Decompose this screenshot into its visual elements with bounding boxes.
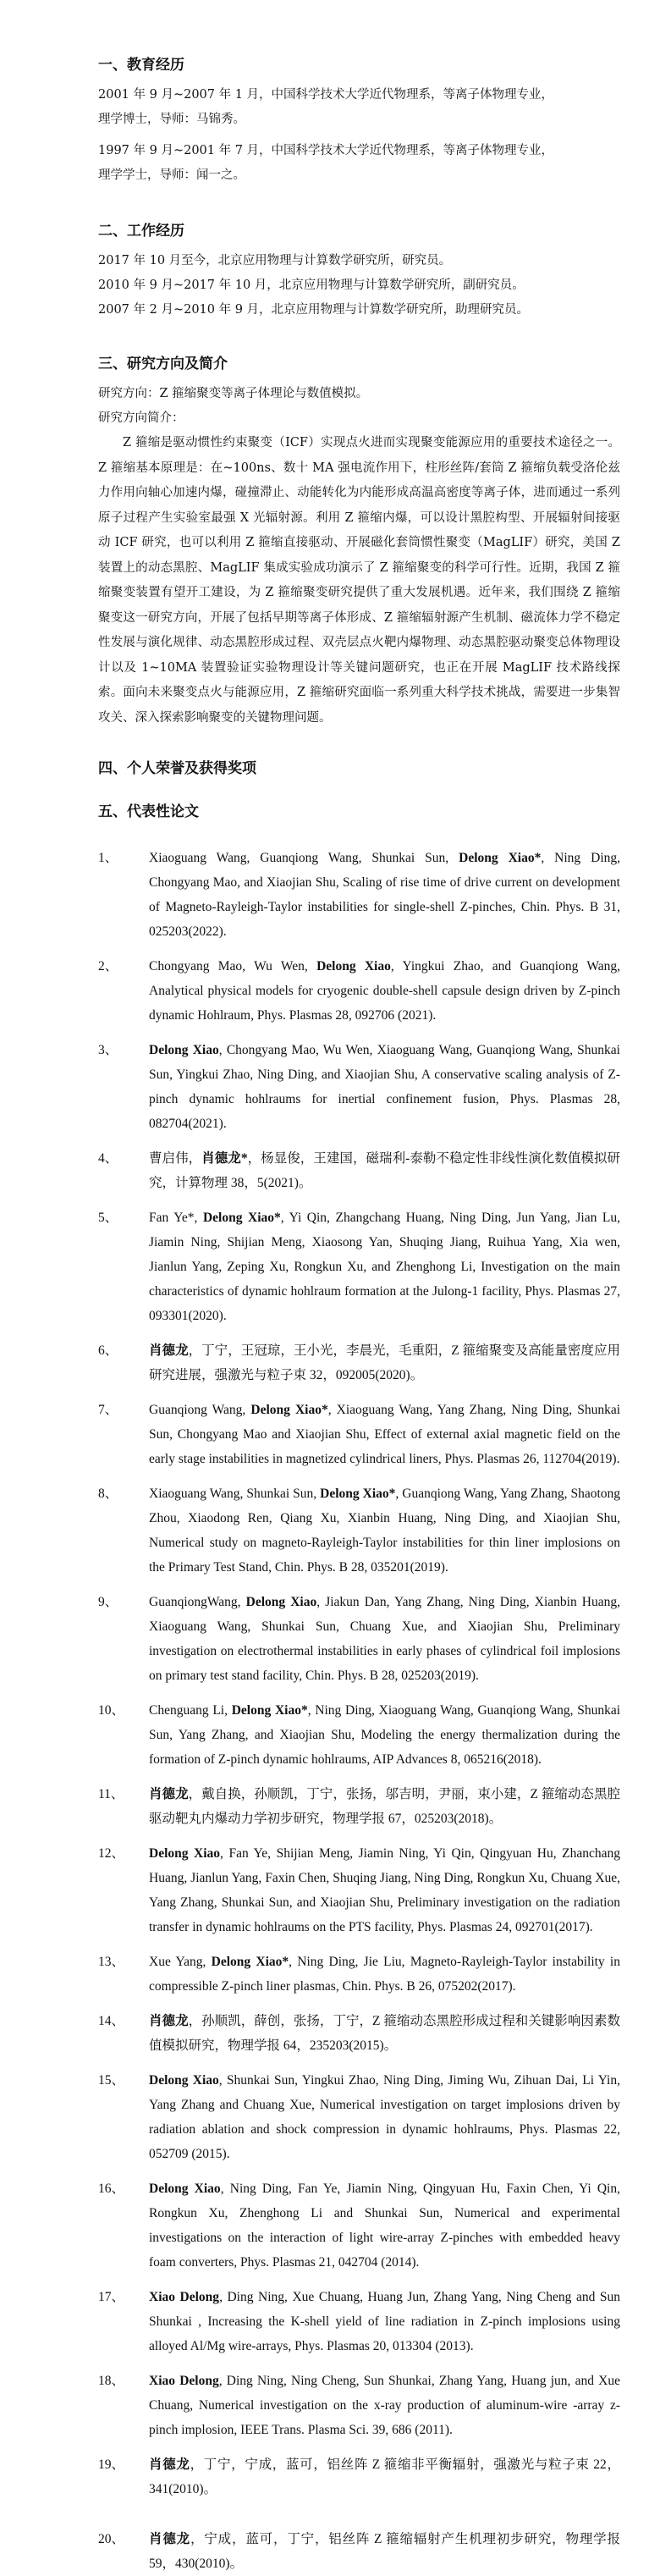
education-item-line: 2001 年 9 月~2007 年 1 月，中国科学技术大学近代物理系，等离子体物理专业，: [98, 88, 554, 102]
education-item-line: 理学博士，导师：马锦秀。: [98, 113, 245, 126]
paper-author-highlight: Delong Xiao*: [459, 851, 542, 865]
honors-section: [98, 756, 620, 777]
paper-citation: [149, 1338, 620, 1387]
paper-citation: [149, 2285, 620, 2358]
honors-heading: 四、个人荣誉及获得奖项: [98, 760, 256, 777]
paper-citation: [149, 1950, 620, 1999]
paper-authors-before: GuanqiongWang,: [149, 1595, 246, 1609]
paper-author-highlight: 肖德龙*: [201, 1151, 248, 1166]
paper-citation: [149, 1205, 620, 1328]
paper-number: 11、: [98, 1787, 124, 1801]
paper-authors-before: Chongyang Mao, Wu Wen,: [149, 959, 317, 974]
paper-number: 13、: [98, 1955, 125, 1969]
paper-authors-before: Guanqiong Wang,: [149, 1403, 251, 1417]
paper-item: [98, 1698, 620, 1772]
paper-citation-rest: , Ning Ding, Jie Liu, Magneto-Rayleigh-Taylor instability in compressible Z-pinch liner plasmas, Chin. Phys. B 26, 075202(2017).: [149, 1955, 620, 1994]
research-intro-label: 研究方向简介：: [98, 411, 184, 425]
paper-list: [98, 846, 620, 2576]
paper-number: 9、: [98, 1595, 118, 1609]
paper-item: [98, 2452, 620, 2502]
paper-author-highlight: Delong Xiao*: [320, 1487, 396, 1501]
paper-item: [98, 1782, 620, 1831]
work-item: 2010 年 9 月~2017 年 10 月，北京应用物理与计算数学研究所，副研究员。: [98, 279, 525, 292]
paper-author-highlight: 肖德龙: [149, 1787, 189, 1801]
paper-number: 15、: [98, 2073, 125, 2088]
paper-citation: [149, 1841, 620, 1939]
paper-authors-before: Xiaoguang Wang, Shunkai Sun,: [149, 1487, 321, 1501]
paper-author-highlight: 肖德龙: [149, 2014, 189, 2028]
education-item: [98, 139, 620, 188]
paper-author-highlight: Delong Xiao: [149, 1043, 219, 1057]
work-item: 2017 年 10 月至今，北京应用物理与计算数学研究所，研究员。: [98, 254, 452, 268]
papers-heading: 五、代表性论文: [98, 803, 199, 820]
paper-item: [98, 1590, 620, 1688]
paper-item: [98, 2009, 620, 2058]
paper-number: 12、: [98, 1846, 125, 1861]
paper-number: 19、: [98, 2457, 125, 2472]
paper-citation-rest: , Xiaoguang Wang, Yang Zhang, Ning Ding, Shunkai Sun, Chongyang Mao and Xiaojian Shu, Effect of external axial magnetic field on the early stage instabilities in magnetized cylindrical liners, Phys. Plasmas 26, 112704(2019).: [149, 1403, 620, 1466]
paper-item: [98, 2285, 620, 2358]
paper-number: 8、: [98, 1487, 118, 1501]
paper-author-highlight: Delong Xiao: [316, 959, 391, 974]
paper-author-highlight: Xiao Delong: [149, 2290, 220, 2304]
paper-author-highlight: Xiao Delong: [149, 2374, 219, 2388]
paper-author-highlight: Delong Xiao: [245, 1595, 317, 1609]
paper-number: 16、: [98, 2182, 125, 2196]
paper-number: 5、: [98, 1211, 118, 1225]
paper-author-highlight: 肖德龙: [149, 2457, 190, 2472]
paper-citation-rest: ，杨显俊，王建国，磁瑞利-泰勒不稳定性非线性演化数值模拟研究，计算物理 38，5(2021)。: [149, 1151, 620, 1190]
education-item-line: 理学学士，导师：闻一之。: [98, 168, 245, 182]
paper-author-highlight: 肖德龙: [149, 2532, 190, 2546]
paper-number: 4、: [98, 1151, 118, 1166]
paper-citation: [149, 1038, 620, 1136]
paper-citation-rest: , Jiakun Dan, Yang Zhang, Ning Ding, Xianbin Huang, Xiaoguang Wang, Shunkai Sun, Chuang Xue, and Xiaojian Shu, Preliminary investigation on electrothermal instabilities in early phases of cylindrical foil implosions on primary test stand facility, Chin. Phys. B 28, 025203(2019).: [149, 1595, 620, 1683]
paper-item: [98, 2527, 620, 2576]
paper-item: [98, 2068, 620, 2166]
paper-number: 17、: [98, 2290, 125, 2304]
paper-citation: [149, 2527, 620, 2576]
paper-citation: [149, 1146, 620, 1195]
paper-item: [98, 1841, 620, 1939]
paper-item: [98, 1481, 620, 1580]
paper-item: [98, 1398, 620, 1471]
paper-citation: [149, 2068, 620, 2166]
paper-citation: [149, 1481, 620, 1580]
paper-author-highlight: Delong Xiao*: [231, 1703, 308, 1718]
education-item-line: 1997 年 9 月~2001 年 7 月，中国科学技术大学近代物理系，等离子体物理专业，: [98, 144, 554, 157]
paper-citation-rest: , Yi Qin, Zhangchang Huang, Ning Ding, Jun Yang, Jian Lu, Jiamin Ning, Shijian Meng, Xiaosong Yan, Shuqing Jiang, Ruihua Yang, Xia wen, Jianlun Yang, Zeping Xu, Rongkun Xu, and Zhenghong Li, Investigation on the main characteristics of dynamic hohlraum formation at the Julong-1 facility, Phys. Plasmas 27, 093301(2020).: [149, 1211, 620, 1323]
research-section: [98, 351, 620, 731]
paper-citation: [149, 2369, 620, 2442]
work-heading: 二、工作经历: [98, 223, 184, 240]
work-item: 2007 年 2 月~2010 年 9 月，北京应用物理与计算数学研究所，助理研究员。: [98, 303, 530, 317]
paper-citation-rest: , Chongyang Mao, Wu Wen, Xiaoguang Wang, Guanqiong Wang, Shunkai Sun, Yingkui Zhao, Ning Ding, and Xiaojian Shu, A conservative scaling analysis of Z-pinch dynamic hohlraums for inertial confinement fusion, Phys. Plasmas 28, 082704(2021).: [149, 1043, 620, 1131]
paper-citation: [149, 846, 620, 944]
paper-number: 18、: [98, 2374, 125, 2388]
paper-authors-before: Chenguang Li,: [149, 1703, 232, 1718]
paper-author-highlight: 肖德龙: [149, 1343, 189, 1358]
paper-citation-rest: , Ning Ding, Xiaoguang Wang, Guanqiong Wang, Shunkai Sun, Yang Zhang, and Xiaojian Shu, Modeling the energy thermalization during the formation of Z-pinch dynamic hohlraums, AIP Advances 8, 065216(2018).: [149, 1703, 621, 1767]
paper-item: [98, 1146, 620, 1195]
research-direction: 研究方向：Z 箍缩聚变等离子体理论与数值模拟。: [98, 387, 369, 400]
research-intro-body: Z 箍缩是驱动惯性约束聚变（ICF）实现点火进而实现聚变能源应用的重要技术途径之一。Z 箍缩基本原理是：在~100ns、数十 MA 强电流作用下，柱形丝阵/套筒 Z 箍缩负载受洛伦兹力作用向轴心加速内爆，碰撞滞止、动能转化为内能形成高温高密度等离子体，进而通过一系列原子过程产生实验室最强 X 光辐射源。利用 Z 箍缩内爆，可以设计黑腔构型、开展辐射间接驱动 ICF 研究，也可以利用 Z 箍缩直接驱动、开展磁化套筒惯性聚变（MagLIF）研究，美国 Z 装置上的动态黑腔、MagLIF 集成实验成功演示了 Z 箍缩聚变的科学可行性。近期，我国 Z 箍缩聚变装置有望开工建设，为 Z 箍缩聚变研究提供了重大发展机遇。近年来，我们围绕 Z 箍缩聚变这一研究方向，开展了包括早期等离子体形成、Z 箍缩辐射源产生机制、磁流体力学不稳定性发展与演化规律、动态黑腔形成过程、双壳层点火靶内爆物理、动态黑腔驱动聚变总体物理设计以及 1~10MA 装置验证实验物理设计等关键问题研究，也正在开展 MagLIF 技术路线探索。面向未来聚变点火与能源应用，Z 箍缩研究面临一系列重大科学技术挑战，需要进一步集智攻关、深入探索影响聚变的关键物理问题。: [98, 436, 620, 725]
paper-citation: [149, 2452, 620, 2502]
paper-citation-rest: , Fan Ye, Shijian Meng, Jiamin Ning, Yi Qin, Qingyuan Hu, Zhanchang Huang, Jianlun Yang, Faxin Chen, Shuqing Jiang, Ning Ding, Rongkun Xu, Chuang Xue, Yang Zhang, Shunkai Sun, and Xiaojian Shu, Preliminary investigation on the radiation transfer in dynamic hohlraums on the PTS facility, Phys. Plasmas 24, 092701(2017).: [149, 1846, 621, 1934]
paper-number: 20、: [98, 2532, 125, 2546]
paper-author-highlight: Delong Xiao*: [211, 1955, 289, 1969]
paper-number: 10、: [98, 1703, 125, 1718]
paper-author-highlight: Delong Xiao: [149, 1846, 221, 1861]
papers-section: [98, 799, 620, 2576]
paper-citation-rest: ，戴自换，孙顺凯，丁宁，张扬，邬吉明，尹丽，束小建，Z 箍缩动态黑腔驱动靶丸内爆动力学初步研究，物理学报 67，025203(2018)。: [149, 1787, 620, 1826]
paper-item: [98, 1950, 620, 1999]
work-section: [98, 218, 620, 323]
paper-citation-rest: ，孙顺凯，薛创，张扬，丁宁，Z 箍缩动态黑腔形成过程和关键影响因素数值模拟研究，物理学报 64，235203(2015)。: [149, 2014, 620, 2053]
paper-citation-rest: , Guanqiong Wang, Yang Zhang, Shaotong Zhou, Xiaodong Ren, Qiang Xu, Xianbin Huang, Ning Ding, and Xiaojian Shu, Numerical study on magneto-Rayleigh-Taylor instabilities for thin liner implosions on the Primary Test Stand, Chin. Phys. B 28, 035201(2019).: [149, 1487, 620, 1575]
paper-citation: [149, 1590, 620, 1688]
paper-citation-rest: , Ning Ding, Fan Ye, Jiamin Ning, Qingyuan Hu, Faxin Chen, Yi Qin, Rongkun Xu, Zhenghong Li and Shunkai Sun, Numerical and experimental investigations on the interaction of light wire-array Z-pinches with embedded heavy foam converters, Phys. Plasmas 21, 042704 (2014).: [149, 2182, 620, 2270]
paper-citation: [149, 2009, 620, 2058]
education-section: [98, 52, 620, 188]
paper-citation-rest: , Ding Ning, Xue Chuang, Huang Jun, Zhang Yang, Ning Cheng and Sun Shunkai , Increasing the K-shell yield of line radiation in Z-pinch implosions using alloyed Al/Mg wire-arrays, Phys. Plasmas 20, 013304 (2013).: [149, 2290, 620, 2353]
paper-citation-rest: ，丁宁，王冠琼，王小光，李晨光，毛重阳，Z 箍缩聚变及高能量密度应用研究进展，强激光与粒子束 32，092005(2020)。: [149, 1343, 620, 1382]
paper-item: [98, 1038, 620, 1136]
paper-citation-rest: , Yingkui Zhao, and Guanqiong Wang, Analytical physical models for cryogenic double-shell capsule design driven by Z-pinch dynamic Hohlraum, Phys. Plasmas 28, 092706 (2021).: [149, 959, 620, 1023]
paper-item: [98, 2176, 620, 2275]
education-item: [98, 83, 620, 132]
paper-number: 7、: [98, 1403, 118, 1417]
paper-author-highlight: Delong Xiao*: [202, 1211, 281, 1225]
research-heading: 三、研究方向及简介: [98, 356, 228, 372]
paper-authors-before: Xue Yang,: [149, 1955, 212, 1969]
paper-number: 1、: [98, 851, 118, 865]
paper-authors-before: Fan Ye*,: [149, 1211, 203, 1225]
paper-citation-rest: , Ning Ding, Chongyang Mao, and Xiaojian Shu, Scaling of rise time of drive current on development of Magneto-Rayleigh-Taylor instabilities for single-shell Z-pinches, Chin. Phys. B 31, 025203(2022).: [149, 851, 620, 939]
paper-item: [98, 1205, 620, 1328]
paper-author-highlight: Delong Xiao: [149, 2182, 221, 2196]
paper-citation-rest: ，宁成，蓝可，丁宁，铝丝阵 Z 箍缩辐射产生机理初步研究，物理学报 59，430(2010)。: [149, 2532, 620, 2571]
paper-citation-rest: , Ding Ning, Ning Cheng, Sun Shunkai, Zhang Yang, Huang jun, and Xue Chuang, Numerical investigation on the x-ray production of aluminum-wire -array z-pinch implosion, IEEE Trans. Plasma Sci. 39, 686 (2011).: [149, 2374, 621, 2437]
paper-number: 6、: [98, 1343, 118, 1358]
paper-authors-before: 曹启伟，: [149, 1151, 202, 1166]
paper-item: [98, 1338, 620, 1387]
paper-author-highlight: Delong Xiao*: [250, 1403, 328, 1417]
paper-number: 14、: [98, 2014, 125, 2028]
paper-citation: [149, 954, 620, 1028]
paper-citation-rest: ，丁宁，宁成，蓝可，铝丝阵 Z 箍缩非平衡辐射，强激光与粒子束 22，341(2010)。: [149, 2457, 620, 2496]
paper-citation: [149, 2176, 620, 2275]
paper-citation: [149, 1398, 620, 1471]
paper-authors-before: Xiaoguang Wang, Guanqiong Wang, Shunkai Sun,: [149, 851, 459, 865]
paper-author-highlight: Delong Xiao: [149, 2073, 219, 2088]
paper-item: [98, 2369, 620, 2442]
paper-number: 2、: [98, 959, 118, 974]
paper-citation-rest: , Shunkai Sun, Yingkui Zhao, Ning Ding, Jiming Wu, Zihuan Dai, Li Yin, Yang Zhang and Chuang Xue, Numerical investigation on target implosions driven by radiation ablation and shock compression in dynamic hohlraums, Phys. Plasmas 22, 052709 (2015).: [149, 2073, 620, 2161]
education-heading: 一、教育经历: [98, 57, 184, 74]
paper-citation: [149, 1698, 620, 1772]
paper-item: [98, 954, 620, 1028]
paper-citation: [149, 1782, 620, 1831]
paper-number: 3、: [98, 1043, 118, 1057]
paper-item: [98, 846, 620, 944]
